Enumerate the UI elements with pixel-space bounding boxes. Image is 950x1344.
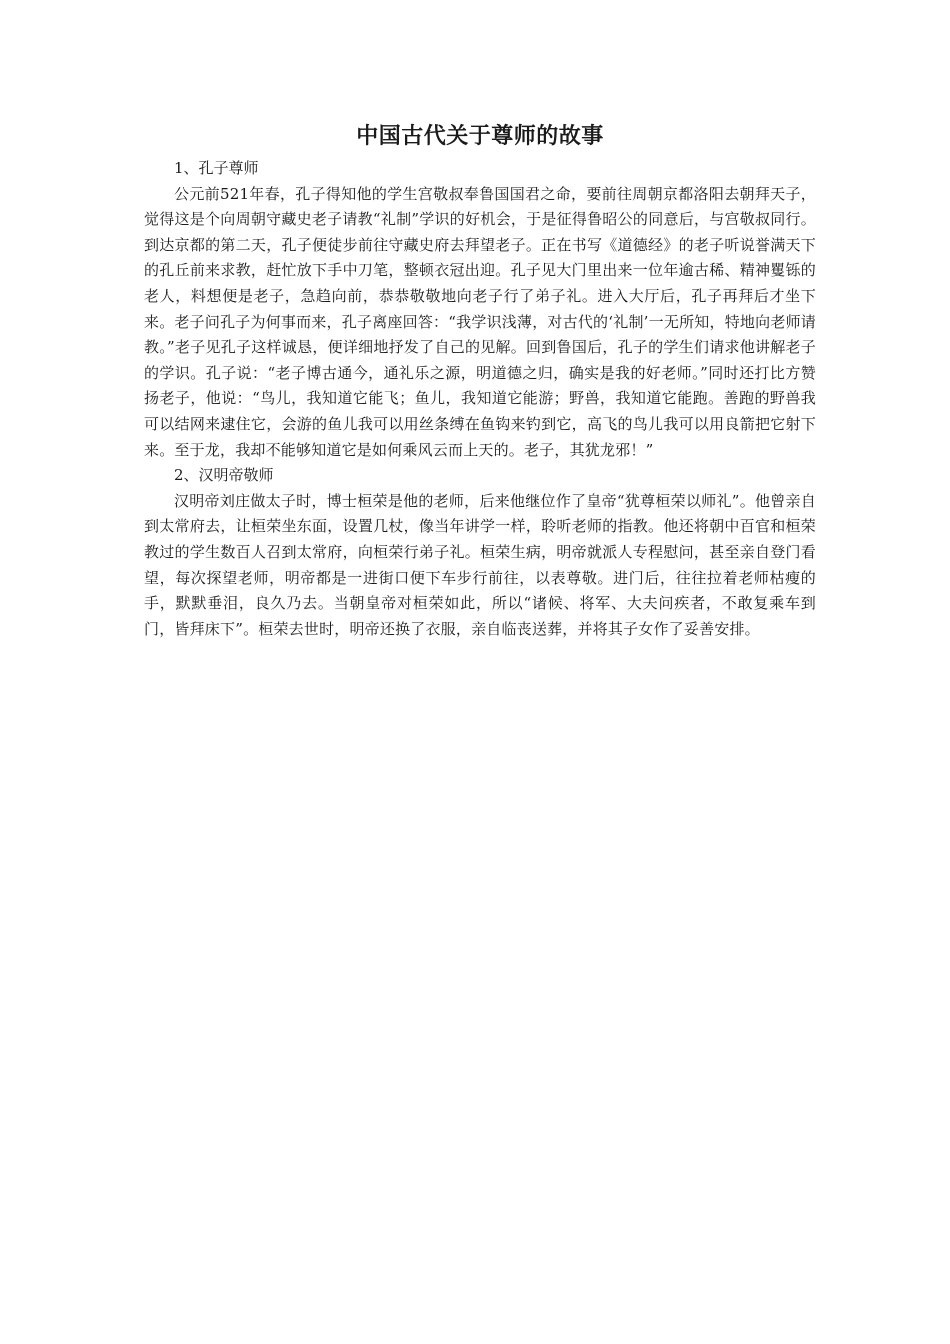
document-body [144, 118, 816, 642]
section-body-confucius: 公元前521年春，孔子得知他的学生宫敬叔奉鲁国国君之命，要前往周朝京都洛阳去朝拜天子，觉得这是个向周朝守藏史老子请教“礼制”学识的好机会，于是征得鲁昭公的同意后，与宫敬叔同行。到达京都的第二天，孔子便徒步前往守藏史府去拜望老子。正在书写《道德经》的老子听说誉满天下的孔丘前来求教，赶忙放下手中刀笔，整顿衣冠出迎。孔子见大门里出来一位年逾古稀、精神矍铄的老人，料想便是老子，急趋向前，恭恭敬敬地向老子行了弟子礼。进入大厅后，孔子再拜后才坐下来。老子问孔子为何事而来，孔子离座回答：“我学识浅薄，对古代的‘礼制’一无所知，特地向老师请教。”老子见孔子这样诚恳，便详细地抒发了自己的见解。回到鲁国后，孔子的学生们请求他讲解老子的学识。孔子说：“老子博古通今，通礼乐之源，明道德之归，确实是我的好老师。”同时还打比方赞扬老子，他说：“鸟儿，我知道它能飞；鱼儿，我知道它能游；野兽，我知道它能跑。善跑的野兽我可以结网来逮住它，会游的鱼儿我可以用丝条缚在鱼钩来钓到它，高飞的鸟儿我可以用良箭把它射下来。至于龙，我却不能够知道它是如何乘风云而上天的。老子，其犹龙邪！” [144, 184, 816, 459]
document-title: 中国古代关于尊师的故事 [356, 124, 604, 149]
section-heading-emperor-ming: 2、汉明帝敬师 [174, 466, 274, 485]
section-heading-confucius: 1、孔子尊师 [174, 159, 259, 177]
section-body-emperor-ming: 汉明帝刘庄做太子时，博士桓荣是他的老师，后来他继位作了皇帝“犹尊桓荣以师礼”。他曾亲自到太常府去，让桓荣坐东面，设置几杖，像当年讲学一样，聆听老师的指教。他还将朝中百官和桓荣教过的学生数百人召到太常府，向桓荣行弟子礼。桓荣生病，明帝就派人专程慰问，甚至亲自登门看望，每次探望老师，明帝都是一进街口便下车步行前往，以表尊敬。进门后，往往拉着老师枯瘦的手，默默垂泪，良久乃去。当朝皇帝对桓荣如此，所以“诸候、将军、大夫问疾者，不敢复乘车到门，皆拜床下”。桓荣去世时，明帝还换了衣服，亲自临丧送葬，并将其子女作了妥善安排。 [144, 491, 816, 638]
